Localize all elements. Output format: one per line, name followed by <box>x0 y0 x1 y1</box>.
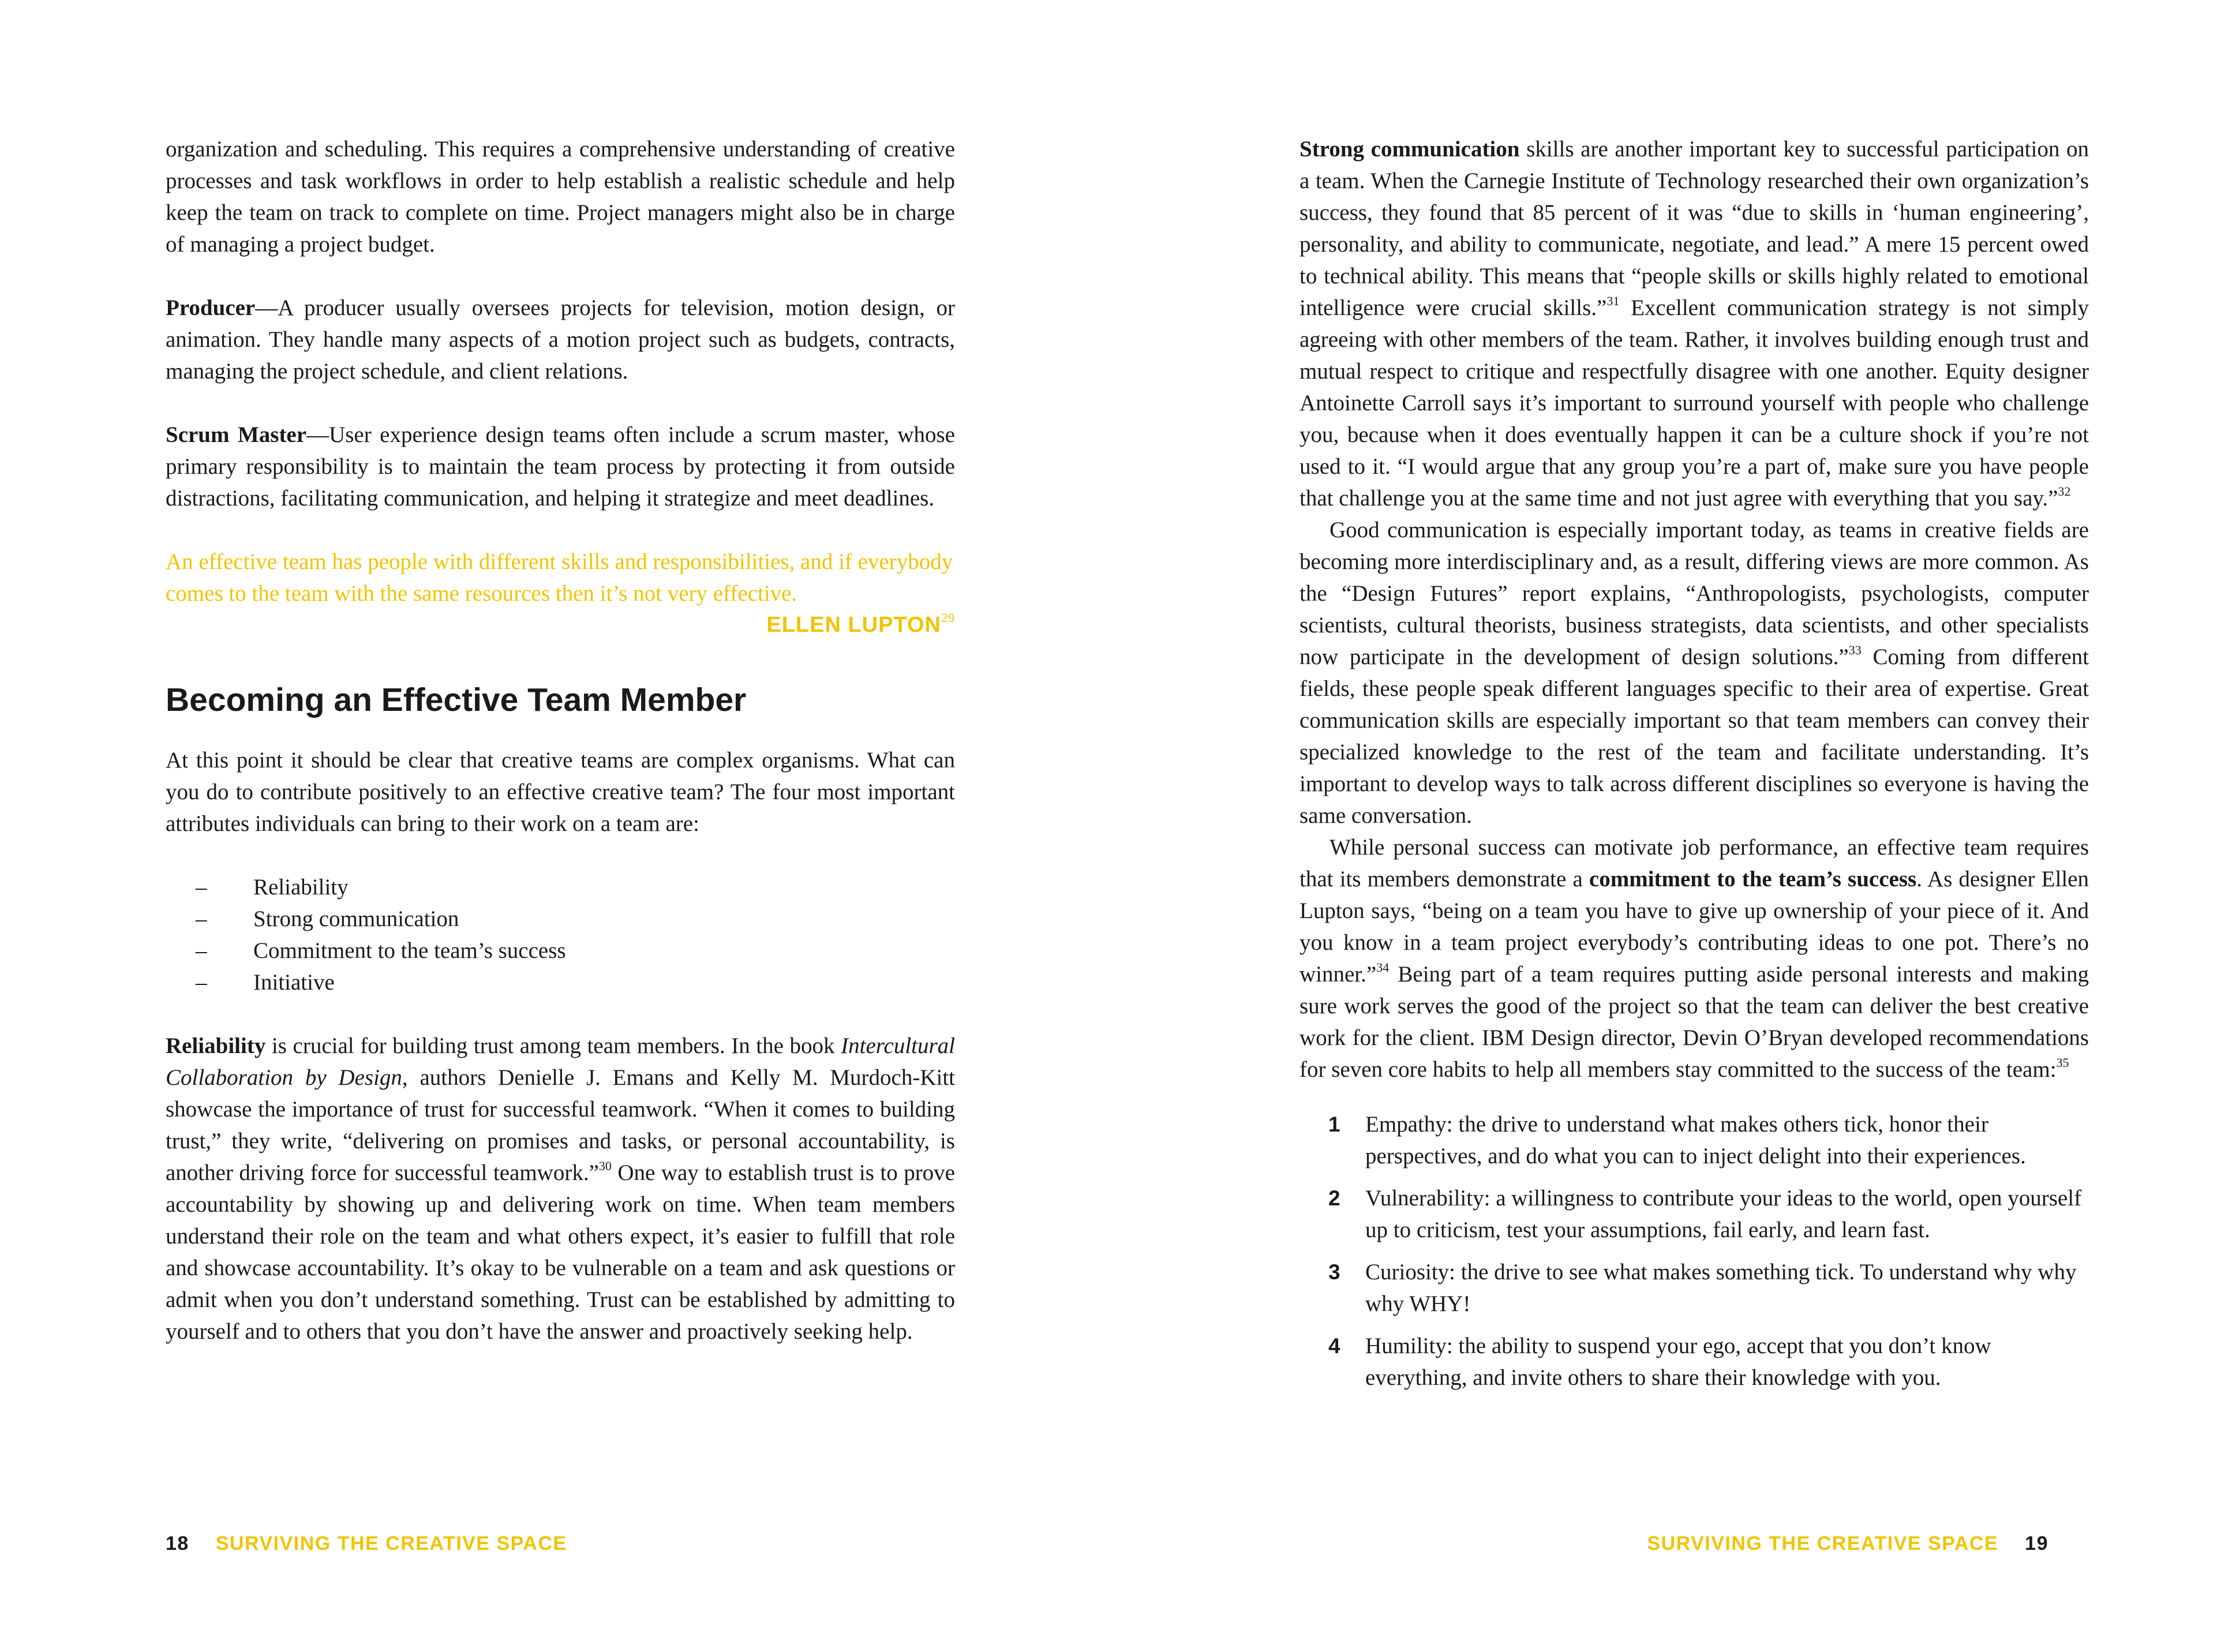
list-item: – Reliability <box>166 871 955 903</box>
term-producer: Producer <box>166 295 256 320</box>
dash-bullet: – <box>196 938 207 963</box>
footnote-ref: 35 <box>2056 1055 2069 1070</box>
pull-quote-attribution: ELLEN LUPTON$^{29}$ <box>766 610 955 637</box>
list-number: 4 <box>1328 1334 1340 1358</box>
dash-bullet: – <box>196 875 207 900</box>
paragraph-reliability: Reliability is crucial for building trust among team members. In the book Intercultural Collaboration by Design, authors Denielle J. Emans and Kelly M. Murdoch-Kitt showcase the importance of trust for successful teamwork. “When it comes to building trust,” they write, “delivering on promises and tasks, or personal accountability, is another driving force for successful teamwork.”$^{30}$ One way to establish trust is to prove accountability by showing up and delivering work on time. When team members understand their role on the team and what others expect, it’s easier to fulfill that role and showcase accountability. It’s okay to be vulnerable on a team and ask questions or admit when you don’t understand something. Trust can be established by admitting to yourself and to others that you don’t have the answer and proactively seeking help. <box>166 1033 955 1344</box>
list-item: – Initiative <box>166 967 955 998</box>
list-item: 2 Vulnerability: a willingness to contribute your ideas to the world, open yourself up to criticism, test your assumptions, fail early, and learn fast. <box>1299 1182 2089 1246</box>
footnote-ref: 29 <box>941 610 955 625</box>
book-title: Intercultural Collaboration by Design <box>166 1033 955 1090</box>
paragraph-communication: Strong communication skills are another important key to successful participation on a team. When the Carnegie Institute of Technology researched their own organization’s success, they found that 85 percent of it was “due to skills in ‘human engineering’, personality, and ability to communicate, negotiate, and lead.” A mere 15 percent owed to technical ability. This means that “people skills or skills highly related to emotional intelligence were crucial skills.”$^{31}$ Excellent communication strategy is not simply agreeing with other members of the team. Rather, it involves building enough trust and mutual respect to critique and respectfully disagree with one another. Equity designer Antoinette Carroll says it’s important to surround yourself with people who challenge you, because when it does eventually happen it can be a culture shock if you’re not used to it. “I would argue that any group you’re a part of, make sure you have people that challenge you at the same time and not just agree with everything that you say.”$^{32}$ <box>1299 137 2089 511</box>
left-footer <box>166 1530 567 1557</box>
list-item: 1 Empathy: the drive to understand what makes others tick, honor their perspectives, and do what you can to inject delight into their experiences. <box>1299 1108 2089 1172</box>
term-commitment: commitment to the team’s success <box>1589 867 1917 891</box>
attributes-list <box>166 871 955 998</box>
list-number: 2 <box>1328 1186 1340 1210</box>
list-item: – Strong communication <box>166 903 955 935</box>
running-head: SURVIVING THE CREATIVE SPACE <box>1647 1533 1999 1554</box>
pull-quote-text: An effective team has people with different skills and responsibilities, and if everybody comes to the team with the same resources then it’s not very effective. <box>166 549 953 606</box>
page-number: 19 <box>2025 1533 2049 1554</box>
term-scrum-master: Scrum Master <box>166 422 307 447</box>
paragraph-commitment: While personal success can motivate job performance, an effective team requires that its members demonstrate a commitment to the team’s success. As designer Ellen Lupton says, “being on a team you have to give up ownership of your piece of it. And you know in a team project everybody’s contributing ideas to one pot. There’s no winner.”$^{34}$ Being part of a team requires putting aside personal interests and making sure work serves the good of the project so that the team can deliver the best creative work for the client. IBM Design director, Devin O’Bryan developed recommendations for seven core habits to help all members stay committed to the success of the team:$^{35}$ <box>1299 835 2089 1082</box>
dash-bullet: – <box>196 970 207 995</box>
list-item: 3 Curiosity: the drive to see what makes something tick. To understand why why why WHY! <box>1299 1256 2089 1320</box>
paragraph-intro: At this point it should be clear that creative teams are complex organisms. What can you do to contribute positively to an effective creative team? The four most important attributes individuals can bring to their work on a team are: <box>166 748 955 836</box>
term-reliability: Reliability <box>166 1033 266 1058</box>
list-item: 4 Humility: the ability to suspend your ego, accept that you don’t know everything, and invite others to share their knowledge with you. <box>1299 1330 2089 1393</box>
footnote-ref: 32 <box>2058 484 2071 499</box>
term-strong-communication: Strong communication <box>1299 137 1520 162</box>
paragraph-scrum-master: Scrum Master—User experience design teams often include a scrum master, whose primary responsibility is to maintain the team process by protecting it from outside distractions, facilitating communication, and helping it strategize and meet deadlines. <box>166 422 955 511</box>
right-page <box>1116 0 2232 1652</box>
section-heading: Becoming an Effective Team Member <box>166 681 747 718</box>
paragraph-good-communication: Good communication is especially important today, as teams in creative fields are becoming more interdisciplinary and, as a result, differing views are more common. As the “Design Futures” report explains, “Anthropologists, psychologists, computer scientists, cultural theorists, business strategists, data scientists, and other specialists now participate in the development of design solutions.”$^{33}$ Coming from different fields, these people speak different languages specific to their area of expertise. Great communication skills are especially important so that team members can convey their specialized knowledge to the rest of the team and facilitate understanding. It’s important to develop ways to talk across different disciplines so everyone is having the same conversation. <box>1299 518 2089 828</box>
list-number: 3 <box>1328 1260 1340 1284</box>
right-text-column <box>1299 133 2089 1404</box>
dash-bullet: – <box>196 906 207 931</box>
list-number: 1 <box>1328 1112 1340 1136</box>
list-item: – Commitment to the team’s success <box>166 935 955 967</box>
pull-quote <box>166 546 955 641</box>
footnote-ref: 34 <box>1376 960 1390 975</box>
footnote-ref: 31 <box>1606 294 1620 308</box>
habits-list <box>1299 1108 2089 1393</box>
page-number: 18 <box>166 1533 189 1554</box>
footnote-ref: 33 <box>1848 643 1862 657</box>
paragraph-producer: Producer—A producer usually oversees projects for television, motion design, or animation. They handle many aspects of a motion project such as budgets, contracts, managing the project schedule, and client relations. <box>166 295 955 384</box>
right-footer <box>1647 1530 2049 1557</box>
left-text-column <box>166 133 955 1347</box>
paragraph-project-manager: organization and scheduling. This requires a comprehensive understanding of creative processes and task workflows in order to help establish a realistic schedule and help keep the team on track to complete on time. Project managers might also be in charge of managing a project budget. <box>166 137 955 257</box>
footnote-ref: 30 <box>598 1159 612 1173</box>
running-head: SURVIVING THE CREATIVE SPACE <box>215 1533 567 1554</box>
